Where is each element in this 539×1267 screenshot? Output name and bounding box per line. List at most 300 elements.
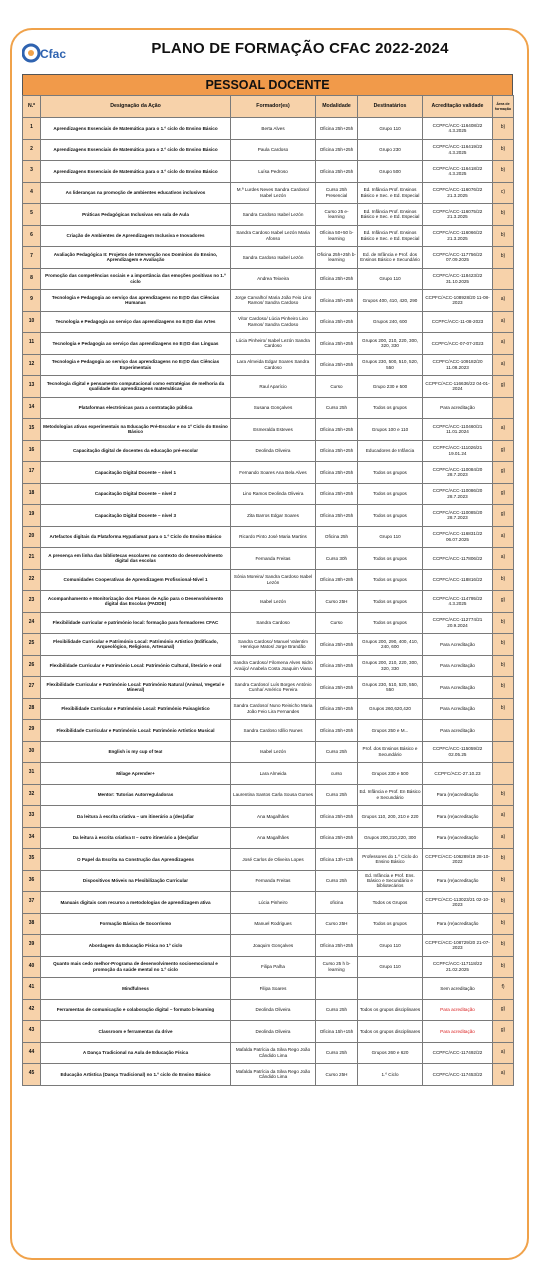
row-recipients: Todos os grupos [358, 505, 423, 527]
row-accreditation: CCPFC/ACC-111026/21 19.01.24 [423, 440, 493, 462]
table-row [23, 935, 514, 957]
row-area: a) [493, 311, 514, 333]
row-recipients: Ed. de Infância e Prof. dos Ensinos Básico e Secundário [358, 247, 423, 269]
row-area: g) [493, 505, 514, 527]
row-designation: Flexibilidade Curricular e Património Local: Património Paisagístico [41, 698, 231, 720]
row-modality: Oficina 25h+25h [316, 935, 358, 957]
row-number: 1 [23, 118, 41, 140]
row-modality: Oficina 25h+25h [316, 419, 358, 441]
row-accreditation: Para (re)acreditação [423, 870, 493, 892]
section-banner: PESSOAL DOCENTE [22, 74, 513, 95]
row-designation: Da leitura à escrita criativa – um itinerário a (des)afiar [41, 806, 231, 828]
row-accreditation: CCPFC/ACC-114795/22 4.3.2025 [423, 591, 493, 613]
row-designation: Flexibilidade Curricular e Património Local: Património Artístico Musical [41, 720, 231, 742]
row-designation: Flexibilidade Curricular e Património Local: Património Natural (Animal, Vegetal e Mineral) [41, 677, 231, 699]
row-trainers: Lino Ramos Deolinda Oliveira [231, 483, 316, 505]
row-number: 41 [23, 978, 41, 1000]
row-recipients: Ed. Infância Prof. Ensinos Básico e Sec. e Ed. Especial [358, 182, 423, 204]
row-accreditation: CCPFC/ACC-116636/22 04-01-2024 [423, 376, 493, 398]
row-designation: Mindfulness [41, 978, 231, 1000]
row-area: b) [493, 612, 514, 634]
row-accreditation: CCPFC/ACC-117806/22 [423, 548, 493, 570]
row-trainers: Fernanda Freitas [231, 870, 316, 892]
row-modality: Oficina 25h+25h [316, 483, 358, 505]
table-row [23, 741, 514, 763]
row-designation: Flexibilidade Curricular e Património Local: Património Cultural, literário e oral [41, 655, 231, 677]
row-area: g) [493, 483, 514, 505]
row-modality: Oficina 25h+25h [316, 311, 358, 333]
row-designation: Comunidades Cooperativas de Aprendizagem Profissional-Nível 1 [41, 569, 231, 591]
row-modality: Oficina 25h+25h [316, 118, 358, 140]
col-header-trainers: Formador(es) [231, 96, 316, 118]
row-trainers: Andrea Teixeira [231, 268, 316, 290]
table-row [23, 892, 514, 914]
row-recipients: Grupos 200, 210, 220, 300, 320, 330 [358, 655, 423, 677]
row-modality: Curso 25h [316, 999, 358, 1021]
page-title: PLANO DE FORMAÇÃO CFAC 2022-2024 [151, 40, 449, 57]
row-accreditation: CCPFC/ACC-110085/20 28.7.2023 [423, 505, 493, 527]
row-number: 19 [23, 505, 41, 527]
row-number: 39 [23, 935, 41, 957]
row-designation: Tecnologia digital e pensamento computacional como estratégias de melhoria da qualidade das aprendizagens matemáticas [41, 376, 231, 398]
row-modality: Oficina 25h+25h [316, 268, 358, 290]
row-number: 31 [23, 763, 41, 785]
row-area: b) [493, 204, 514, 226]
row-modality [316, 978, 358, 1000]
row-recipients: Ed. Infância e Prof. En Básico e Secundário [358, 784, 423, 806]
row-area [493, 741, 514, 763]
row-accreditation: Para acreditação [423, 1021, 493, 1043]
row-number: 43 [23, 1021, 41, 1043]
row-area: a) [493, 1064, 514, 1086]
row-modality: Oficina 13h+13h [316, 849, 358, 871]
row-recipients: Grupos 230 e 500 [358, 763, 423, 785]
row-area: a) [493, 526, 514, 548]
row-area [493, 763, 514, 785]
row-trainers: Deolinda Oliveira [231, 999, 316, 1021]
row-trainers: Lúcia Pinheiro/ Isabel Lezón Sandra Cardoso [231, 333, 316, 355]
row-trainers: M.ª Lurdes Neves Sandra Cardoso/ Isabel Lezón [231, 182, 316, 204]
row-trainers: Lúcia Pinheiro [231, 892, 316, 914]
row-designation: Flexibilidade curricular e património local: formação para formadores CFAC [41, 612, 231, 634]
row-trainers: Zita Barros Edgar Soares [231, 505, 316, 527]
table-row [23, 462, 514, 484]
row-number: 40 [23, 956, 41, 978]
row-modality: Oficina 25h+25h [316, 505, 358, 527]
row-trainers: Joaquim Gonçalves [231, 935, 316, 957]
row-modality: Oficina 25h [316, 526, 358, 548]
row-accreditation: CCPFC/ACC-116075/22 21.3.2025 [423, 204, 493, 226]
table-header-row [23, 96, 514, 118]
row-accreditation: Para acreditação [423, 720, 493, 742]
table-row [23, 139, 514, 161]
table-row [23, 290, 514, 312]
row-accreditation: CCPFC/ACC-110086/20 28.7.2023 [423, 483, 493, 505]
row-designation: Ferramentas de comunicação e colaboração digital – formato b-learning [41, 999, 231, 1021]
row-designation: As lideranças na promoção de ambientes educativos inclusivos [41, 182, 231, 204]
row-modality: Oficina 25h+25h [316, 161, 358, 183]
row-recipients: Professores do 1.º Ciclo do Ensino Básico [358, 849, 423, 871]
row-recipients: Todos os grupos disciplinares [358, 999, 423, 1021]
table-row [23, 483, 514, 505]
row-recipients: Grupos 260 e 620 [358, 1042, 423, 1064]
row-recipients: Todos os grupos disciplinares [358, 1021, 423, 1043]
row-accreditation: CCPFC/ACC-117118/22 21.02.2025 [423, 956, 493, 978]
row-trainers: Sandra Cardoso/ Filomena Alves Isidro Araújo/ Anabela Costa Joaquim Viana [231, 655, 316, 677]
row-modality: Oficina 25h+25h [316, 655, 358, 677]
row-recipients: Todos os grupos [358, 462, 423, 484]
cfac-logo-icon [22, 42, 72, 64]
row-modality: Oficina 15h+15h [316, 1021, 358, 1043]
row-modality: Oficina 25h+25h [316, 440, 358, 462]
row-trainers: Sandra Cardoso Isabel Lezón Maria Afonso [231, 225, 316, 247]
table-row [23, 182, 514, 204]
row-modality: Oficina 25h+25h [316, 677, 358, 699]
table-row [23, 548, 514, 570]
row-number: 37 [23, 892, 41, 914]
row-number: 45 [23, 1064, 41, 1086]
row-designation: Da leitura à escrita criativa II – outro itinerário a (des)afiar [41, 827, 231, 849]
row-modality: Curso 25H [316, 1064, 358, 1086]
table-row [23, 677, 514, 699]
row-area: f) [493, 978, 514, 1000]
row-modality: Oficina 25h+25h [316, 806, 358, 828]
row-area: g) [493, 591, 514, 613]
row-recipients: Todos os grupos [358, 397, 423, 419]
row-accreditation: Para (re)acreditação [423, 784, 493, 806]
table-row [23, 505, 514, 527]
row-number: 20 [23, 526, 41, 548]
row-area: b) [493, 913, 514, 935]
col-header-recipients: Destinatários [358, 96, 423, 118]
table-row [23, 849, 514, 871]
row-designation: Tecnologia e Pedagogia ao serviço das aprendizagens no E@D das Línguas [41, 333, 231, 355]
row-modality: Oficina 25h+25h [316, 634, 358, 656]
row-designation: Aprendizagens Essenciais de Matemática para o 2.º ciclo do Ensino Básico [41, 139, 231, 161]
row-recipients: Todos os grupos [358, 612, 423, 634]
table-row [23, 397, 514, 419]
row-number: 36 [23, 870, 41, 892]
row-recipients: Grupos 230, 500, 510, 520, 550 [358, 354, 423, 376]
table-row [23, 526, 514, 548]
row-area: b) [493, 870, 514, 892]
row-accreditation: CCPFC/ACC-116418/22 4.3.2025 [423, 161, 493, 183]
table-row [23, 569, 514, 591]
training-plan-table [22, 74, 513, 1086]
table-row [23, 999, 514, 1021]
row-recipients: Todos os grupos [358, 913, 423, 935]
row-designation: Promoção das competências sociais e a importância das emoções positivas no 1.º ciclo [41, 268, 231, 290]
row-number: 42 [23, 999, 41, 1021]
row-accreditation: CCPFC/ACC-118816/22 [423, 569, 493, 591]
row-area: b) [493, 956, 514, 978]
row-accreditation: Sem acreditação [423, 978, 493, 1000]
row-area: b) [493, 225, 514, 247]
row-trainers: Deolinda Oliveira [231, 440, 316, 462]
row-trainers: Ricardo Pinto José Maria Martins [231, 526, 316, 548]
row-trainers: Mafalda Patrícia da Silva Rego João Cândido Lima [231, 1042, 316, 1064]
row-accreditation: Para acreditação [423, 999, 493, 1021]
row-trainers: Luísa Pedroso [231, 161, 316, 183]
row-designation: English is my cup of tea! [41, 741, 231, 763]
row-area: a) [493, 827, 514, 849]
row-trainers: Paula Cardoso [231, 139, 316, 161]
table-row [23, 354, 514, 376]
row-trainers: Isabel Lezón [231, 741, 316, 763]
row-number: 24 [23, 612, 41, 634]
table-row [23, 784, 514, 806]
row-designation: Acompanhamento e Monitorização dos Planos de Ação para o Desenvolvimento digital das Escolas (PADDE) [41, 591, 231, 613]
row-trainers: Vítor Cardoso/ Lúcia Pinheiro Lino Ramos/ Sandra Cardoso [231, 311, 316, 333]
row-number: 13 [23, 376, 41, 398]
row-designation: Tecnologia e Pedagogia ao serviço das aprendizagens no E@D das Ciências Experimentais [41, 354, 231, 376]
row-accreditation: CCPFC/ACC-117756/22 07.09.2025 [423, 247, 493, 269]
row-recipients: Grupos 200, 290, 400, 410, 240, 600 [358, 634, 423, 656]
table-row [23, 311, 514, 333]
table-row [23, 591, 514, 613]
row-designation: Plataformas electrónicas para a contratação pública [41, 397, 231, 419]
row-number: 16 [23, 440, 41, 462]
row-number: 2 [23, 139, 41, 161]
row-designation: Tecnologia e Pedagogia ao serviço das aprendizagens no E@D das Artes [41, 311, 231, 333]
row-recipients: Todos os grupos [358, 569, 423, 591]
table-row [23, 1042, 514, 1064]
row-area: a) [493, 806, 514, 828]
table-row [23, 612, 514, 634]
row-trainers: Filipa Soares [231, 978, 316, 1000]
row-trainers: Sandra Cardoso Idílio Nunes [231, 720, 316, 742]
row-area: g) [493, 462, 514, 484]
row-recipients: Todos os Grupos [358, 892, 423, 914]
row-modality: Oficina 25h+25h [316, 827, 358, 849]
row-accreditation: CCPFC/ACC-109182/20 11.08.2023 [423, 354, 493, 376]
row-number: 4 [23, 182, 41, 204]
row-recipients: Grupos 200, 210, 220, 300, 320, 330 [358, 333, 423, 355]
row-area: b) [493, 161, 514, 183]
row-number: 9 [23, 290, 41, 312]
row-area: b) [493, 139, 514, 161]
table-row [23, 247, 514, 269]
row-trainers: Sandra Cardoso/ Nuno Reinicho Maria João Feio Lira Fernandes [231, 698, 316, 720]
row-accreditation: CCPFC/ACC-27.10.23 [423, 763, 493, 785]
row-modality: Curso 25H [316, 913, 358, 935]
row-recipients: Grupos 230, 510, 520, 550, 550 [358, 677, 423, 699]
row-area: b) [493, 698, 514, 720]
row-trainers: Isabel Lezón [231, 591, 316, 613]
row-modality: Oficina 25h+25h [316, 139, 358, 161]
row-recipients: Todos os grupos [358, 591, 423, 613]
row-designation: Flexibilidade Curricular e Património Local: Património Artístico (Edificado, Arqueológico, Religioso, Artesanal) [41, 634, 231, 656]
row-designation: Capacitação Digital Docente – nível 3 [41, 505, 231, 527]
row-recipients: Ed. Infância Prof. Ensinos Básico e Sec. e Ed. Especial [358, 225, 423, 247]
row-designation: Milage Aprender+ [41, 763, 231, 785]
row-modality: Curso 25 e-learning [316, 204, 358, 226]
table-row [23, 913, 514, 935]
row-area: a) [493, 354, 514, 376]
row-modality: Curso 25h [316, 870, 358, 892]
row-accreditation: CCPFC/ACC-106289/19 28-10-2022 [423, 849, 493, 871]
row-modality: Oficina 28h+28h [316, 569, 358, 591]
row-accreditation: Para (re)acreditação [423, 806, 493, 828]
row-number: 29 [23, 720, 41, 742]
row-accreditation: CCPFC/ACC-117453/22 [423, 1064, 493, 1086]
row-accreditation: CCPFC/ACC-115059/22 02.05.25 [423, 741, 493, 763]
table-row [23, 827, 514, 849]
row-area [493, 268, 514, 290]
table-row [23, 956, 514, 978]
row-recipients: Todos os grupos [358, 483, 423, 505]
row-area: g) [493, 376, 514, 398]
table-row [23, 268, 514, 290]
row-area: a) [493, 1042, 514, 1064]
row-recipients: Grupo 110 [358, 268, 423, 290]
row-area: a) [493, 548, 514, 570]
row-trainers: Berta Alves [231, 118, 316, 140]
row-trainers: Sandra Cardoso/ Manuel Valentim Henrique Matos/ Jorge Brandão [231, 634, 316, 656]
row-modality: Curso [316, 376, 358, 398]
row-area: b) [493, 784, 514, 806]
row-accreditation: Para Acreditação [423, 677, 493, 699]
row-number: 22 [23, 569, 41, 591]
col-header-modality: Modalidade [316, 96, 358, 118]
row-accreditation: Para Acreditação [423, 698, 493, 720]
row-area: g) [493, 1021, 514, 1043]
row-area: a) [493, 290, 514, 312]
row-recipients: Ed. Infância e Prof. Ens. Básico e Secundário e bibliotecários [358, 870, 423, 892]
row-accreditation: CCPFC/ACC-112774/21 20.9.2024 [423, 612, 493, 634]
row-recipients: 1.º Ciclo [358, 1064, 423, 1086]
row-trainers: Fernanda Freitas [231, 548, 316, 570]
row-recipients: Grupos 200,210,220, 300 [358, 827, 423, 849]
row-number: 32 [23, 784, 41, 806]
row-modality: Oficina 25h+25h [316, 462, 358, 484]
row-recipients: Grupo 230 [358, 139, 423, 161]
row-area [493, 720, 514, 742]
row-number: 11 [23, 333, 41, 355]
row-area: a) [493, 333, 514, 355]
row-trainers: Ana Magalhães [231, 806, 316, 828]
row-recipients: Grupos 250 e M... [358, 720, 423, 742]
row-number: 12 [23, 354, 41, 376]
row-designation: Capacitação Digital Docente – nível 1 [41, 462, 231, 484]
row-modality: Oficina 25h+25h [316, 354, 358, 376]
row-modality: Oficina 25h+25h [316, 290, 358, 312]
table-row [23, 655, 514, 677]
table-row [23, 978, 514, 1000]
row-recipients: Todos os grupos [358, 548, 423, 570]
row-designation: Quanto mais cedo melhor-Programa de desenvolvimento socioemocional e promoção da saúde mental no 1.º ciclo [41, 956, 231, 978]
row-area: a) [493, 419, 514, 441]
row-accreditation: CCPFC/ACC-110084/20 28.7.2023 [423, 462, 493, 484]
row-accreditation: CCPFC/ACC-118423/22 31.10.2025 [423, 268, 493, 290]
row-number: 26 [23, 655, 41, 677]
row-accreditation: CCPFC/ACC-116408/22 4.3.2025 [423, 118, 493, 140]
row-area: b) [493, 655, 514, 677]
row-trainers: Esmeralda Esteves [231, 419, 316, 441]
row-designation: Artefactos digitais da Plataforma Hypatiamat para o 1.º Ciclo do Ensino Básico [41, 526, 231, 548]
row-number: 21 [23, 548, 41, 570]
row-accreditation: CCPFC/ACC-116076/22 21.3.2025 [423, 182, 493, 204]
row-recipients: Prof. dos Ensinos Básico e Secundário [358, 741, 423, 763]
table-row [23, 698, 514, 720]
row-number: 44 [23, 1042, 41, 1064]
row-accreditation: Para (re)acreditação [423, 913, 493, 935]
row-designation: Capacitação Digital Docente – nível 2 [41, 483, 231, 505]
col-header-area: Área de formação [493, 96, 514, 118]
row-accreditation: CCPFC/ACC-110460/21 11.01.2024 [423, 419, 493, 441]
row-designation: Classroom e ferramentas da drive [41, 1021, 231, 1043]
row-number: 30 [23, 741, 41, 763]
row-trainers: José Carlos de Oliveira Lopes [231, 849, 316, 871]
row-trainers: Sandra Cardoso [231, 612, 316, 634]
row-designation: Abordagem da Educação Física no 1º ciclo [41, 935, 231, 957]
row-accreditation: CCPFC/ACC-108729/20 21-07-2023 [423, 935, 493, 957]
row-trainers: Sónia Moreira/ Sandra Cardoso Isabel Lezón [231, 569, 316, 591]
row-trainers: Fernando Soares Ana Bela Alves [231, 462, 316, 484]
row-recipients: Grupo 500 [358, 161, 423, 183]
row-trainers: Sandra Cardoso Isabel Lezón [231, 204, 316, 226]
row-area: b) [493, 849, 514, 871]
row-recipients: Grupos 260,620,420 [358, 698, 423, 720]
row-modality: Oficina 50+50 b-learning [316, 225, 358, 247]
row-number: 8 [23, 268, 41, 290]
row-modality: Curso 25 h b-learning [316, 956, 358, 978]
table-row [23, 1064, 514, 1086]
row-area: b) [493, 892, 514, 914]
row-trainers: Raul Aparício [231, 376, 316, 398]
row-designation: Capacitação digital de docentes da educação pré-escolar [41, 440, 231, 462]
row-modality: oficina [316, 892, 358, 914]
row-trainers: Sandra Cardoso/ Luís Borges António Cunha/ Américo Pereira [231, 677, 316, 699]
table-row [23, 333, 514, 355]
row-trainers: Lara Almeida Edgar Soares Sandra Cardoso [231, 354, 316, 376]
row-trainers: Lara Almeida [231, 763, 316, 785]
row-number: 7 [23, 247, 41, 269]
svg-text:Cfac: Cfac [40, 47, 67, 61]
row-recipients: Grupo 230 e 500 [358, 376, 423, 398]
row-designation: Formação Básica de Socorrismo [41, 913, 231, 935]
row-designation: O Papel da Escrita na Construção das Aprendizagens [41, 849, 231, 871]
row-recipients: Grupos 400, 410, 420, 290 [358, 290, 423, 312]
row-accreditation: CCPFC/ACC-113023/21 02-10-2023 [423, 892, 493, 914]
row-recipients: Grupos 110, 200, 210 e 220 [358, 806, 423, 828]
row-accreditation: Para (re)acreditação [423, 827, 493, 849]
table-row [23, 1021, 514, 1043]
row-recipients: Grupo 110 [358, 935, 423, 957]
row-trainers: Jorge Carvalho/ Maria João Feio Lino Ramos/ Sandra Cardoso [231, 290, 316, 312]
row-modality: Curso 25h [316, 397, 358, 419]
row-number: 35 [23, 849, 41, 871]
table-row [23, 440, 514, 462]
row-modality: Oficina 25h+25h b-learning [316, 247, 358, 269]
row-modality: Oficina 25h+25h [316, 720, 358, 742]
row-number: 15 [23, 419, 41, 441]
row-accreditation: CCPFC/ACC-108928/20 11-08-2023 [423, 290, 493, 312]
table-row [23, 720, 514, 742]
row-number: 38 [23, 913, 41, 935]
row-area [493, 397, 514, 419]
row-modality: Curso 25h [316, 741, 358, 763]
row-designation: Tecnologia e Pedagogia ao serviço das aprendizagens no E@D das Ciências Humanas [41, 290, 231, 312]
row-designation: Práticas Pedagógicas Inclusivas em sala de Aula [41, 204, 231, 226]
row-area: b) [493, 935, 514, 957]
table-row [23, 225, 514, 247]
row-number: 28 [23, 698, 41, 720]
row-modality: Curso 25h Presencial [316, 182, 358, 204]
table-row [23, 161, 514, 183]
row-trainers: Laurentina Santos Carla Sousa Gomes [231, 784, 316, 806]
row-trainers: Mafalda Patrícia da Silva Rego João Cândido Lima [231, 1064, 316, 1086]
